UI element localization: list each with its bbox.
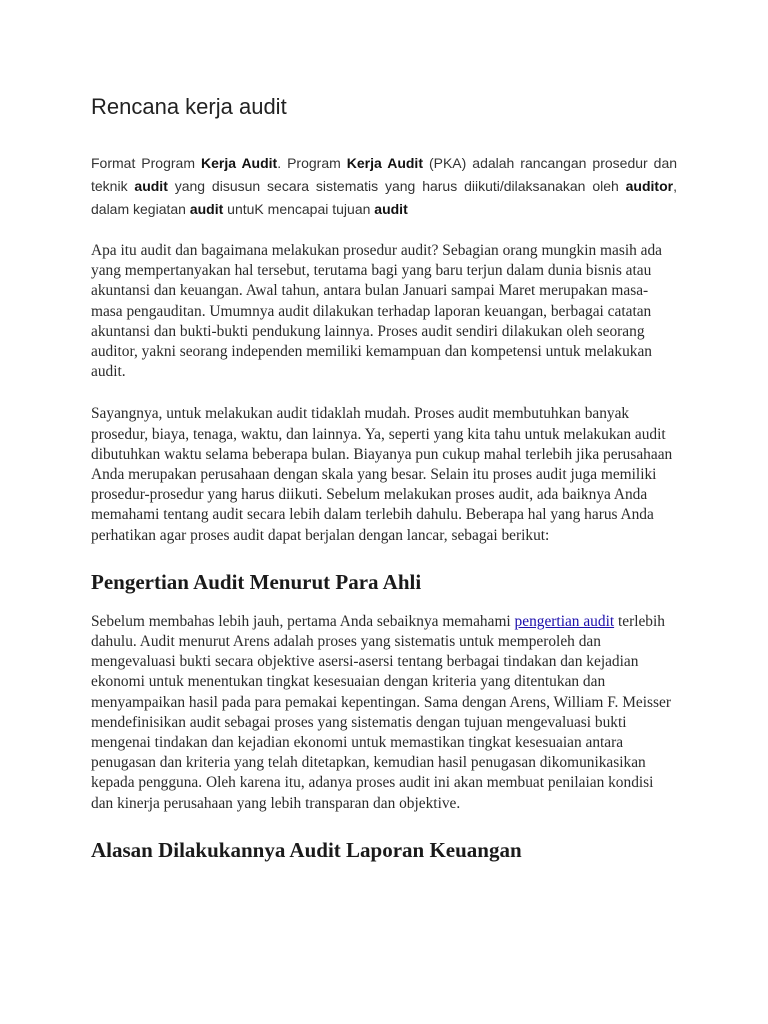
intro-text: yang disusun secara sistematis yang harus diikuti/dilaksanakan oleh [167, 178, 626, 194]
intro-text: (PKA) adalah rancangan prosedur dan teknik [91, 155, 678, 194]
body-paragraph-1: Apa itu audit dan bagaimana melakukan prosedur audit? Sebagian orang mungkin masih ada yang mempertanyakan hal tersebut, terutama bagi yang baru terjun dalam dunia bisnis atau akuntansi dan keuangan. Awal tahun, antara bulan Januari sampai Maret merupakan masa-masa pengauditan. Umumnya audit dilakukan terhadap laporan keuangan, berbagai catatan akuntansi dan bukti-bukti pendukung lainnya. Proses audit sendiri dilakukan oleh seorang auditor, yakni seorang independen memiliki kemampuan dan kompetensi untuk melakukan audit. [91, 242, 662, 381]
paragraph-text: terlebih dahulu. Audit menurut Arens adalah proses yang sistematis untuk memperoleh dan mengevaluasi bukti secara objektive asersi-asersi tentang berbagai tindakan dan kejadian ekonomi untuk menentukan tingkat kesesuaian dengan kriteria yang ditentukan dan menyampaikan hasil pada para pemakai kepentingan. Sama dengan Arens, William F. Meisser mendefinisikan audit sebagai proses yang sistematis dengan tujuan mengevaluasi bukti mengenai tindakan dan kejadian ekonomi untuk memastikan tingkat kesesuaian antara penugasan dan kriteria yang telah ditetapkan, kemudian hasil penugasan dikomunikasikan kepada pengguna. Oleh karena itu, adanya proses audit ini akan membuat penilaian kondisi dan kinerja perusahaan yang lebih transparan dan objektive. [91, 612, 671, 812]
intro-bold-term: Kerja Audit [346, 155, 423, 171]
paragraph-text: Sebelum membahas lebih jauh, pertama Anda sebaiknya memahami [91, 612, 515, 630]
intro-bold-term: audit [374, 201, 408, 217]
document-title: Rencana kerja audit [91, 94, 287, 119]
intro-text: , dalam kegiatan [91, 178, 677, 217]
section-heading-pengertian: Pengertian Audit Menurut Para Ahli [91, 569, 422, 594]
intro-bold-term: auditor [625, 178, 674, 194]
intro-text: Format Program [91, 155, 201, 171]
intro-bold-term: Kerja Audit [200, 155, 278, 171]
intro-paragraph [91, 152, 677, 221]
pengertian-audit-link[interactable]: pengertian audit [514, 612, 615, 630]
section-heading-alasan: Alasan Dilakukannya Audit Laporan Keuangan [91, 837, 522, 862]
body-paragraph-2: Sayangnya, untuk melakukan audit tidaklah mudah. Proses audit membutuhkan banyak prosedur, biaya, tenaga, waktu, dan lainnya. Ya, seperti yang kita tahu untuk melakukan audit dibutuhkan waktu selama beberapa bulan. Biayanya pun cukup mahal terlebih jika perusahaan Anda merupakan perusahaan dengan skala yang besar. Selain itu proses audit juga memiliki prosedur-prosedur yang harus diikuti. Sebelum melakukan proses audit, ada baiknya Anda memahami tentang audit secara lebih dalam terlebih dahulu. Beberapa hal yang harus Anda perhatikan agar proses audit dapat berjalan dengan lancar, sebagai berikut: [91, 405, 673, 544]
body-paragraph-3 [91, 612, 677, 814]
document-page [91, 90, 677, 880]
intro-bold-term: audit [134, 178, 168, 194]
intro-text: . Program [277, 155, 347, 171]
intro-bold-term: audit [189, 201, 224, 217]
intro-text: untuK mencapai tujuan [223, 201, 375, 217]
